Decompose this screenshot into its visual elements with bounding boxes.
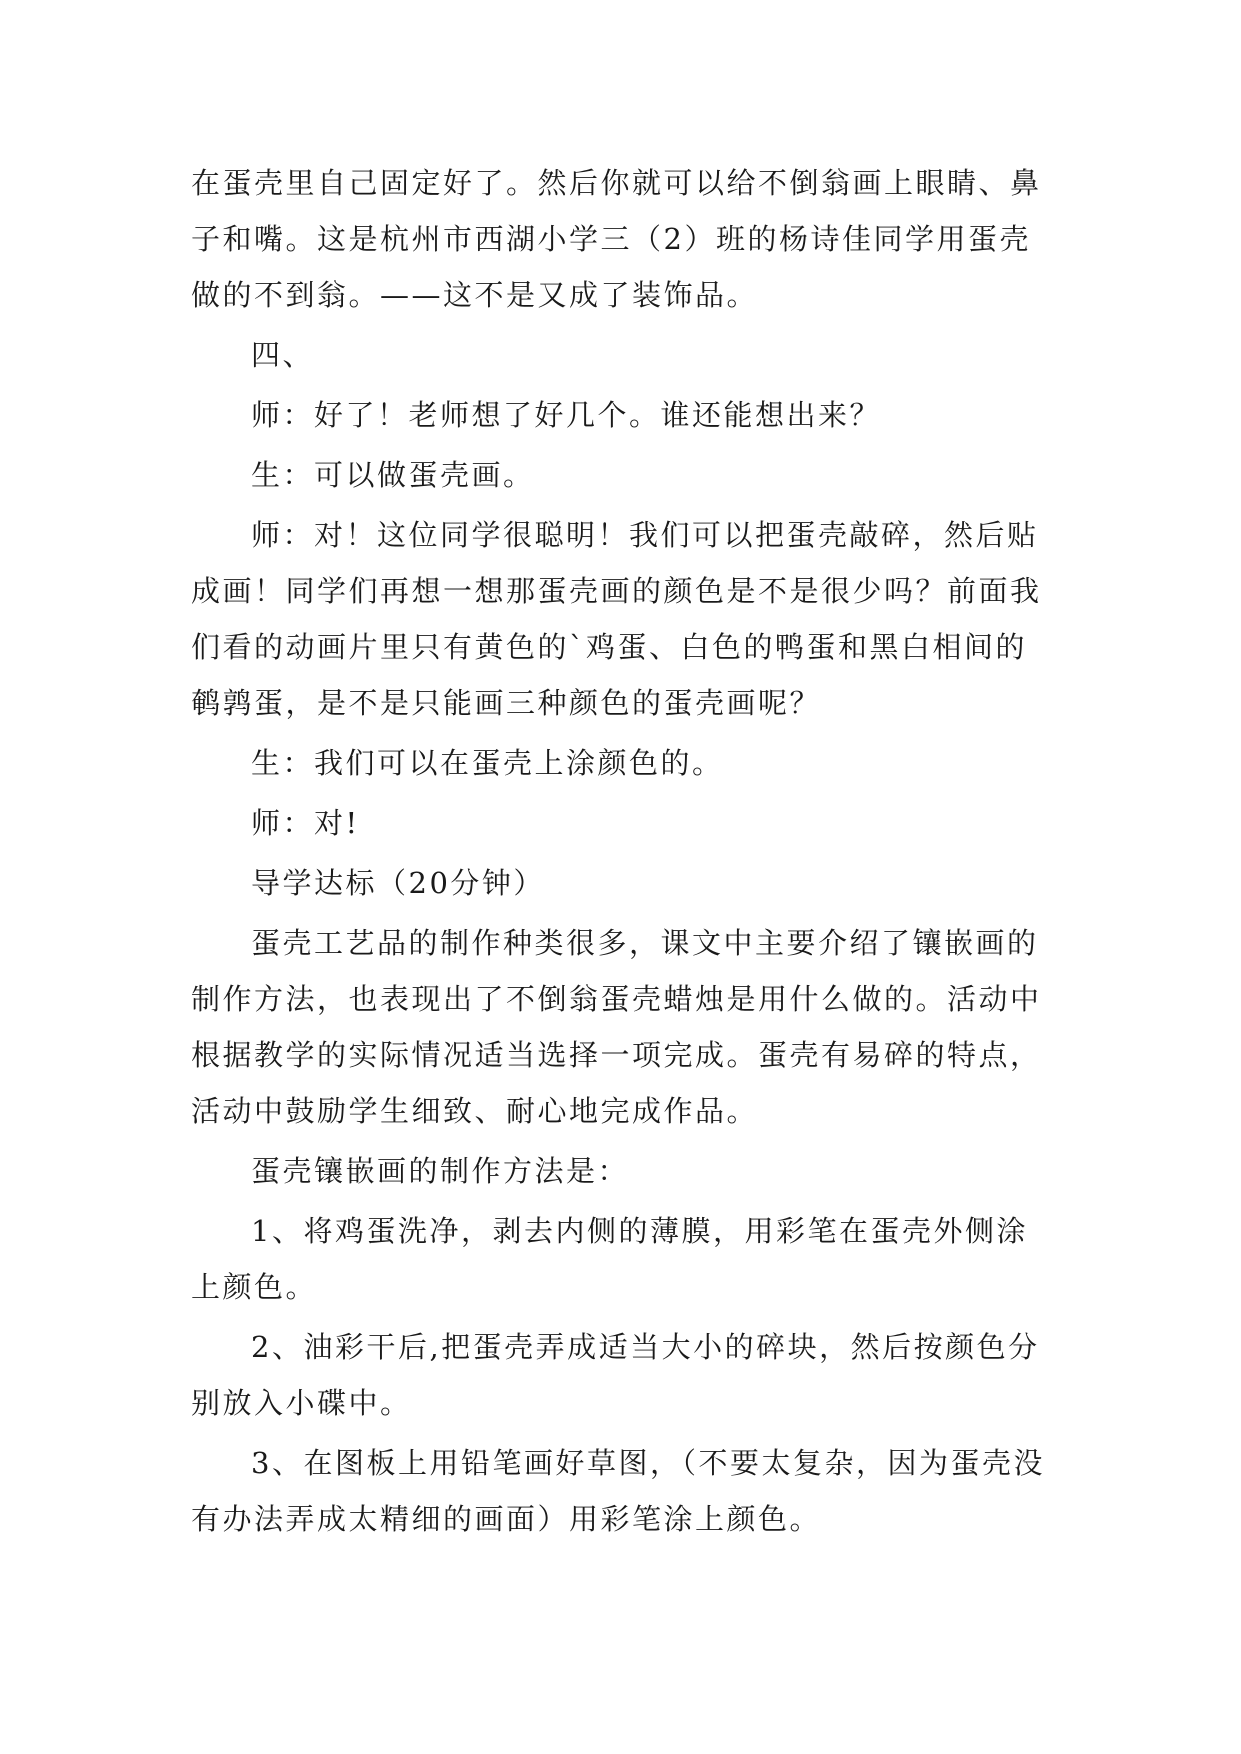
paragraph: 生：我们可以在蛋壳上涂颜色的。 bbox=[251, 746, 724, 780]
paragraph: 蛋壳镶嵌画的制作方法是： bbox=[251, 1154, 630, 1188]
paragraph: 师：对! bbox=[251, 806, 360, 840]
paragraph: 蛋壳工艺品的制作种类很多，课文中主要介绍了镶嵌画的制作方法，也表现出了不倒翁蛋壳蜡烛是用什么做的。活动中根据教学的实际情况适当选择一项完成。蛋壳有易碎的特点，活动中鼓励学生细致、耐心地完成作品。 bbox=[191, 926, 1042, 1128]
paragraph: 1、将鸡蛋洗净，剥去内侧的薄膜，用彩笔在蛋壳外侧涂上颜色。 bbox=[191, 1214, 1028, 1304]
paragraph: 导学达标（20分钟） bbox=[251, 866, 545, 900]
paragraph: 师：对！这位同学很聪明！我们可以把蛋壳敲碎，然后贴成画！同学们再想一想那蛋壳画的颜色是不是很少吗？前面我们看的动画片里只有黄色的`鸡蛋、白色的鸭蛋和黑白相间的鹌鹑蛋，是不是只能画三种颜色的蛋壳画呢？ bbox=[191, 518, 1042, 720]
paragraph: 师：好了！老师想了好几个。谁还能想出来？ bbox=[251, 398, 882, 432]
paragraph: 四、 bbox=[251, 338, 315, 372]
paragraph: 2、油彩干后,把蛋壳弄成适当大小的碎块，然后按颜色分别放入小碟中。 bbox=[191, 1330, 1040, 1420]
paragraph: 3、在图板上用铅笔画好草图，（不要太复杂，因为蛋壳没有办法弄成太精细的画面）用彩笔涂上颜色。 bbox=[191, 1446, 1045, 1536]
document-body bbox=[191, 155, 1051, 1547]
paragraph: 在蛋壳里自己固定好了。然后你就可以给不倒翁画上眼睛、鼻子和嘴。这是杭州市西湖小学三（2）班的杨诗佳同学用蛋壳做的不到翁。——这不是又成了装饰品。 bbox=[191, 166, 1042, 312]
paragraph: 生：可以做蛋壳画。 bbox=[251, 458, 535, 492]
